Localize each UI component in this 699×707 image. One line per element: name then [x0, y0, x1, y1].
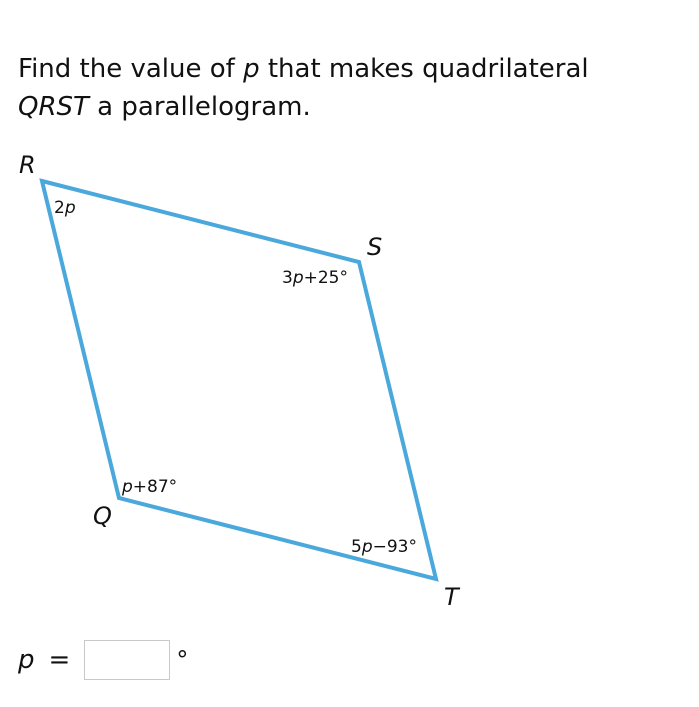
angle-label-r: 2p — [54, 198, 76, 218]
question-part-2: that makes quadrilateral — [259, 54, 589, 84]
question-part-3: a parallelogram. — [88, 92, 311, 122]
vertex-label-s: S — [367, 233, 383, 261]
question-shape-name: QRST — [18, 92, 89, 122]
degree-symbol: ° — [176, 646, 189, 674]
vertex-label-t: T — [444, 583, 459, 611]
answer-input[interactable] — [84, 640, 170, 680]
question-variable: p — [243, 54, 260, 84]
question-part-1: Find the value of — [18, 54, 244, 84]
angle-label-t: 5p−93° — [351, 537, 418, 557]
equals-sign: = — [48, 645, 71, 675]
vertex-label-q: Q — [93, 502, 112, 530]
answer-variable-label: p — [18, 645, 35, 675]
angle-label-s: 3p+25° — [282, 268, 349, 288]
vertex-label-r: R — [19, 151, 36, 179]
answer-row — [18, 638, 188, 682]
angle-label-q: p+87° — [122, 477, 178, 497]
